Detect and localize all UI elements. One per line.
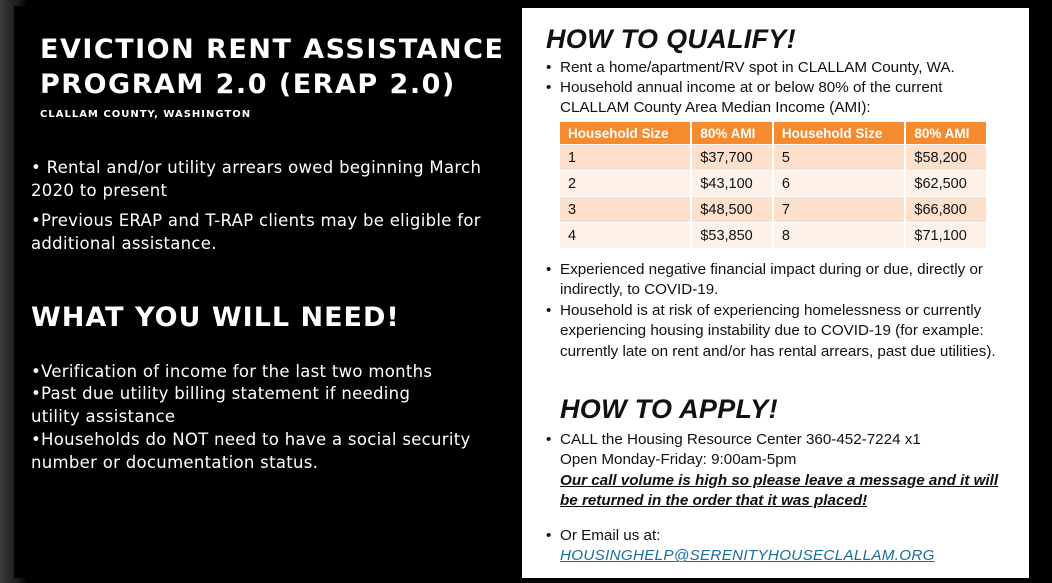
- table-header-row: [560, 122, 987, 145]
- table-row: [560, 223, 987, 249]
- qualify-bullet-4: [546, 301, 1016, 362]
- table-row: [560, 171, 987, 197]
- ami-income-table: [560, 122, 988, 248]
- right-panel: [522, 8, 1029, 578]
- table-cell: 8: [773, 223, 905, 249]
- subtitle: CLALLAM COUNTY, WASHINGTON: [40, 109, 252, 120]
- header-ami-2: 80% AMI: [905, 122, 987, 145]
- flyer-slide: [14, 6, 1044, 578]
- bullet-dot: •: [546, 527, 552, 544]
- table-cell: $48,500: [691, 197, 773, 223]
- table-cell: $58,200: [905, 145, 987, 171]
- call-line-2: Open Monday-Friday: 9:00am-5pm: [560, 451, 797, 469]
- left-panel: [14, 6, 519, 578]
- call-bullet: [546, 430, 1016, 512]
- apply-heading: HOW TO APPLY!: [560, 394, 778, 424]
- qualify-bullet-3-text: Experienced negative financial impact during or due, directly or indirectly, to COVID-19.: [560, 261, 983, 299]
- table-cell: 7: [773, 197, 905, 223]
- qualify-bullet-1: [546, 58, 996, 78]
- bullet-dot: •: [546, 431, 552, 448]
- table-row: [560, 145, 987, 171]
- header-household-size-1: Household Size: [560, 122, 691, 145]
- qualify-bullet-3: [546, 260, 1016, 301]
- call-line-1: CALL the Housing Resource Center 360-452-7224 x1: [560, 431, 921, 448]
- table-cell: $66,800: [905, 197, 987, 223]
- email-link[interactable]: HOUSINGHELP@SERENITYHOUSECLALLAM.ORG: [560, 547, 935, 565]
- bullet-dot: •: [546, 302, 552, 319]
- qualify-bullet-2: [546, 78, 986, 119]
- need-heading: WHAT YOU WILL NEED!: [31, 302, 400, 333]
- table-cell: $37,700: [691, 145, 773, 171]
- title-line-1: EVICTION RENT ASSISTANCE: [40, 34, 505, 65]
- need-bullet-2: •Past due utility billing statement if needing utility assistance: [31, 384, 411, 426]
- email-label: Or Email us at:: [560, 527, 661, 544]
- qualify-bullet-1-text: Rent a home/apartment/RV spot in CLALLAM County, WA.: [560, 59, 955, 76]
- bullet-dot: •: [546, 59, 552, 76]
- eligibility-bullet-2: •Previous ERAP and T-RAP clients may be eligible for additional assistance.: [31, 211, 481, 253]
- qualify-heading: HOW TO QUALIFY!: [546, 24, 796, 54]
- header-ami-1: 80% AMI: [691, 122, 773, 145]
- table-cell: 1: [560, 145, 691, 171]
- call-volume-note: Our call volume is high so please leave a message and it will be returned in the order that it was placed!: [560, 471, 999, 510]
- bullet-dot: •: [546, 261, 552, 278]
- eligibility-bullet-1: • Rental and/or utility arrears owed beginning March 2020 to present: [31, 158, 482, 200]
- table-cell: 4: [560, 223, 691, 249]
- table-cell: $71,100: [905, 223, 987, 249]
- qualify-bullet-4-text: Household is at risk of experiencing homelessness or currently experiencing housing instability due to COVID-19 (for example: currently late on rent and/or has rental arrears, past due utilities).: [560, 302, 996, 360]
- table-cell: 6: [773, 171, 905, 197]
- table-cell: $62,500: [905, 171, 987, 197]
- header-household-size-2: Household Size: [773, 122, 905, 145]
- table-cell: 3: [560, 197, 691, 223]
- table-cell: $53,850: [691, 223, 773, 249]
- email-bullet: [546, 526, 1016, 567]
- table-cell: 5: [773, 145, 905, 171]
- table-cell: $43,100: [691, 171, 773, 197]
- need-bullet-1: •Verification of income for the last two months: [31, 362, 433, 381]
- page-title: [40, 32, 504, 102]
- title-line-2: PROGRAM 2.0 (ERAP 2.0): [40, 69, 456, 100]
- bullet-dot: •: [546, 79, 552, 96]
- table-row: [560, 197, 987, 223]
- qualify-bullet-2-text: Household annual income at or below 80% of the current CLALLAM County Area Median Income (AMI):: [560, 79, 943, 117]
- table-cell: 2: [560, 171, 691, 197]
- need-bullet-3: •Households do NOT need to have a social security number or documentation status.: [31, 430, 471, 472]
